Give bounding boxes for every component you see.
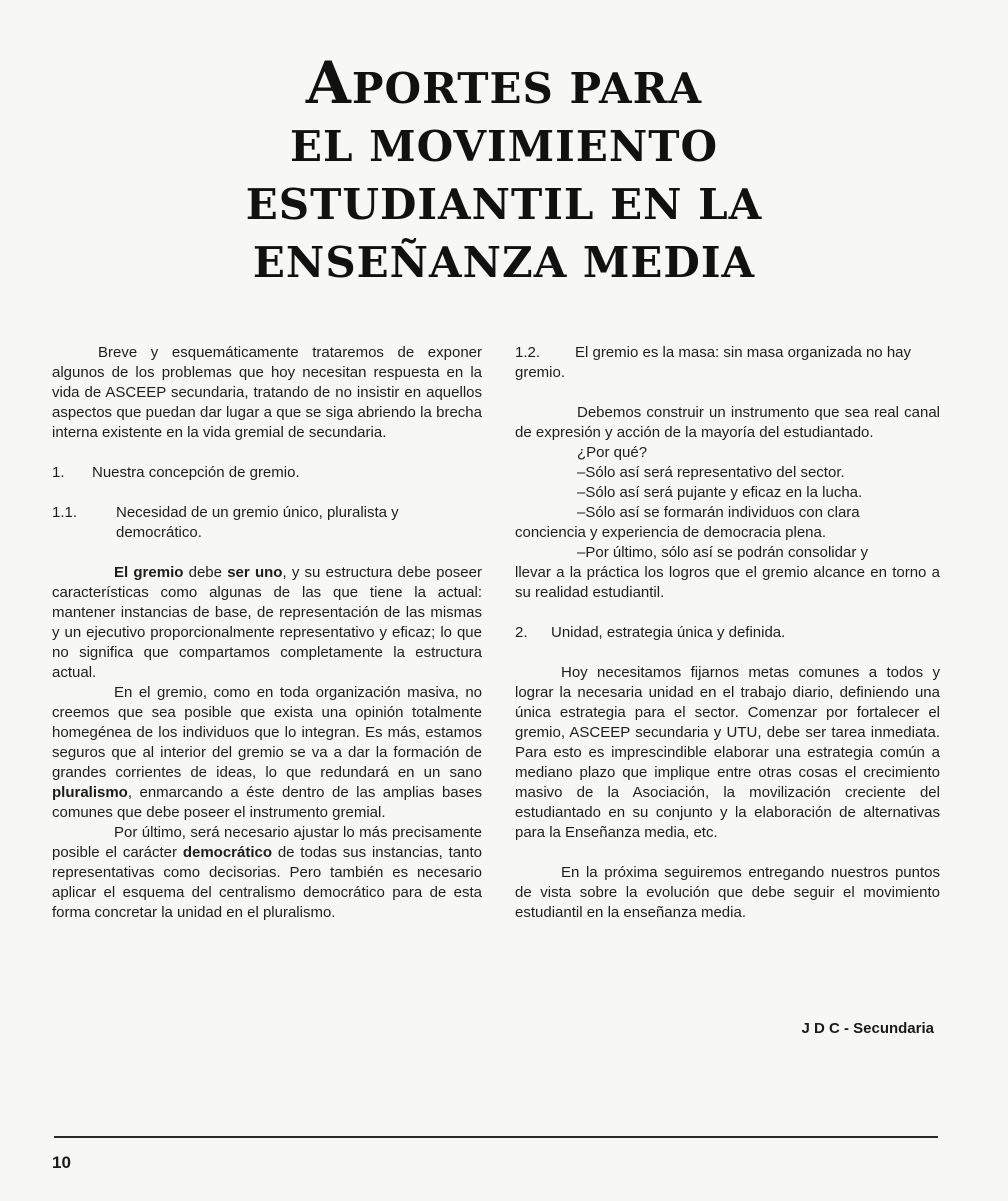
section-2-title: Unidad, estrategia única y definida. — [551, 624, 786, 641]
section-1-1-number: 1.1. — [52, 504, 78, 521]
title-line-1-rest: PORTES PARA — [351, 64, 703, 114]
author-signature: J D C - Secundaria — [801, 1020, 934, 1037]
p2-text-2: , enmarcando a éste dentro de las amplias bases comunes que debe poseer el instrumento gremial. — [52, 784, 482, 821]
title-dropcap: A — [305, 49, 352, 118]
section-2-heading — [515, 623, 940, 643]
paragraph-unidad: Hoy necesitamos fijarnos metas comunes a todos y lograr la necesaria unidad en el trabajo diario, definiendo una única estrategia para el sector. Comenzar por fortalecer el gremio, ASCEEP secundaria y UTU, debe ser tarea inmediata. Para esto es imprescindible elaborar una estrategia común a mediano plazo que implique entre otras cosas el crecimiento masivo de la Asociación, la movilización creciente del estudiantado en su conjunto y la elaboración de alternativas para la Enseñanza media, etc. — [515, 664, 940, 841]
bold-pluralismo: pluralismo — [52, 784, 128, 801]
section-1-2-paragraph — [515, 343, 940, 383]
section-1-2-number: 1.2. — [515, 344, 541, 361]
section-2-number: 2. — [515, 624, 528, 641]
section-1-1-title: Necesidad de un gremio único, pluralista y democrático. — [116, 504, 399, 541]
footer-divider — [54, 1136, 938, 1138]
p1-text-1: debe — [183, 564, 228, 581]
p2-text-1: En el gremio, como en toda organización masiva, no creemos que sea posible que exista una opinión totalmente homegénea de los individuos que lo integran. Es más, estamos seguros que al interior del gremio se va a dar la formación de grandes corrientes de ideas, lo que redundará en un sano — [52, 684, 482, 781]
reason-4-start: –Por último, sólo así se podrán consolidar y — [577, 544, 868, 561]
section-1-title: Nuestra concepción de gremio. — [92, 464, 300, 481]
page-number: 10 — [52, 1153, 71, 1172]
p3-text-2: de todas sus instancias, tanto representativas como decisorias. Pero también es necesario aplicar el esquema del centralismo democrático para de esta forma concretar la unidad en el pluralismo. — [52, 844, 482, 921]
section-1-number: 1. — [52, 464, 65, 481]
reason-4-end: llevar a la práctica los logros que el gremio alcance en torno a su realidad estudiantil. — [515, 564, 940, 601]
paragraph-democratico — [52, 823, 482, 923]
section-1-2-body — [515, 343, 940, 383]
paragraph-proxima: En la próxima seguiremos entregando nuestros puntos de vista sobre la evolución que debe seguir el movimiento estudiantil en la enseñanza media. — [515, 864, 940, 921]
bold-ser-uno: ser uno — [227, 564, 283, 581]
section-1-2-text: El gremio es la masa: sin masa organizada no hay gremio. — [515, 344, 912, 381]
bold-el-gremio: El gremio — [114, 564, 184, 581]
paragraph-instrumento: Debemos construir un instrumento que sea real canal de expresión y acción de la mayoría del estudiantado. — [515, 404, 940, 441]
reason-3-end: conciencia y experiencia de democracia plena. — [515, 524, 827, 541]
paragraph-pluralismo — [52, 683, 482, 823]
title-line-2: EL MOVIMIENTO — [289, 122, 719, 172]
question-por-que: ¿Por qué? — [577, 444, 648, 461]
reason-2: –Sólo así será pujante y eficaz en la lucha. — [577, 484, 863, 501]
reasons-list — [515, 443, 940, 523]
title-line-3: ESTUDIANTIL EN LA — [245, 180, 763, 230]
reasons-list-continued — [515, 543, 940, 563]
reason-3-start: –Sólo así se formarán individuos con clara — [577, 504, 860, 521]
section-1-heading — [52, 463, 482, 483]
paragraph-gremio-uno — [52, 563, 482, 683]
title-line-4: ENSEÑANZA MEDIA — [252, 238, 756, 288]
article-title — [200, 49, 808, 292]
p1-text-2: , y su estructura debe poseer características como algunas de las que tiene la actual: mantener instancias de base, de representación de las mismas y un ejecutivo proporcionalmente representativo y eficaz; lo que no significa que compartamos completamente la estructura actual. — [52, 564, 482, 681]
p3-text-1: Por último, será necesario ajustar lo más precisamente posible el carácter — [52, 824, 482, 861]
right-column — [515, 343, 940, 923]
intro-paragraph: Breve y esquemáticamente trataremos de exponer algunos de los problemas que hoy necesitan respuesta en la vida de ASCEEP secundaria, tratando de no insistir en aquellos aspectos que puedan dar lugar a que se siga abriendo la brecha interna existente en la vida gremial de secundaria. — [52, 344, 482, 441]
bold-democratico: democrático — [182, 844, 273, 861]
left-column — [52, 343, 482, 923]
section-1-1-heading — [52, 503, 482, 543]
title-line-1 — [200, 49, 808, 118]
reason-1: –Sólo así será representativo del sector. — [577, 464, 845, 481]
